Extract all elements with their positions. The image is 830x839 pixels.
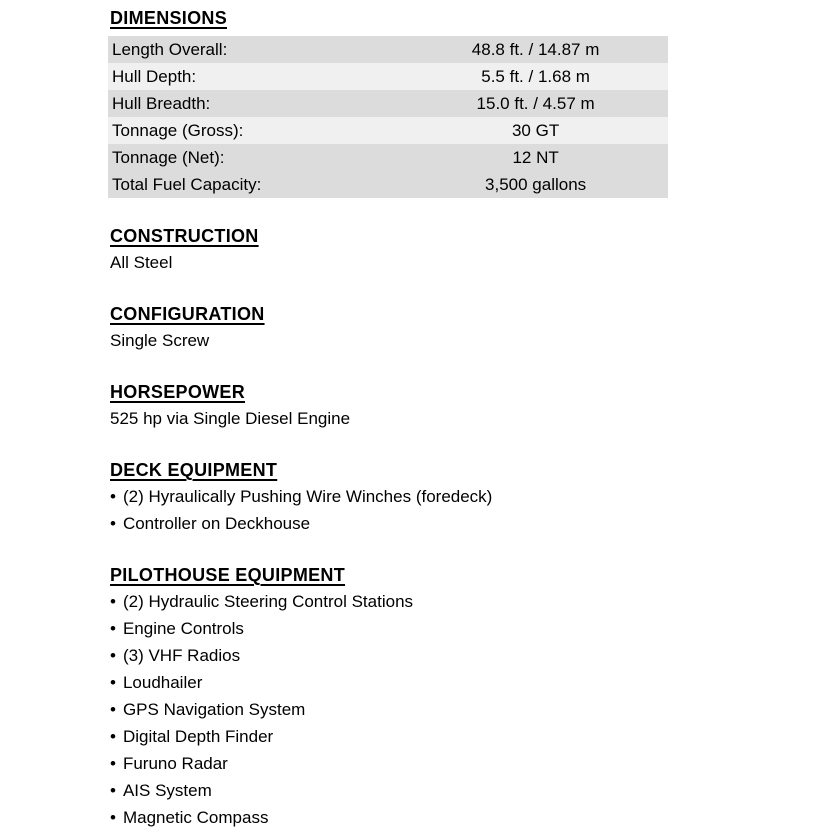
horsepower-heading: HORSEPOWER	[110, 382, 246, 402]
bullet-icon: •	[110, 700, 116, 719]
bullet-icon: •	[110, 727, 116, 746]
list-item	[110, 777, 830, 804]
list-item-text: GPS Navigation System	[122, 700, 306, 719]
section-configuration	[110, 302, 830, 354]
list-item-text: Engine Controls	[122, 619, 244, 638]
section-construction	[110, 224, 830, 276]
list-item	[110, 615, 830, 642]
list-item-text: Furuno Radar	[122, 754, 228, 773]
table-row	[108, 63, 668, 90]
bullet-icon: •	[110, 619, 116, 638]
horsepower-body: 525 hp via Single Diesel Engine	[110, 409, 351, 428]
section-dimensions	[110, 6, 830, 198]
list-item	[110, 483, 830, 510]
list-item-text: (2) Hydraulic Steering Control Stations	[122, 592, 414, 611]
construction-body: All Steel	[110, 253, 173, 272]
list-item-text: Digital Depth Finder	[122, 727, 274, 746]
list-item	[110, 723, 830, 750]
pilothouse-equipment-heading: PILOTHOUSE EQUIPMENT	[110, 565, 346, 585]
list-item-text: Magnetic Compass	[122, 808, 269, 827]
list-item-text: AIS System	[122, 781, 212, 800]
spec-value: 12 NT	[512, 147, 559, 167]
list-item	[110, 510, 830, 537]
bullet-icon: •	[110, 808, 116, 827]
list-item	[110, 669, 830, 696]
list-item	[110, 804, 830, 831]
dimensions-heading: DIMENSIONS	[110, 8, 228, 28]
list-item-text: Controller on Deckhouse	[122, 514, 311, 533]
spec-label: Tonnage (Net):	[112, 147, 225, 167]
configuration-heading: CONFIGURATION	[110, 304, 265, 324]
list-item-text: (3) VHF Radios	[122, 646, 241, 665]
table-row	[108, 144, 668, 171]
list-item-text: Loudhailer	[122, 673, 203, 692]
spec-value: 15.0 ft. / 4.57 m	[476, 93, 595, 113]
section-deck-equipment	[110, 458, 830, 537]
table-row	[108, 117, 668, 144]
spec-label: Hull Breadth:	[112, 93, 211, 113]
dimensions-table	[108, 36, 668, 198]
bullet-icon: •	[110, 754, 116, 773]
spec-label: Length Overall:	[112, 39, 228, 59]
section-horsepower	[110, 380, 830, 432]
list-item	[110, 588, 830, 615]
table-row	[108, 90, 668, 117]
bullet-icon: •	[110, 646, 116, 665]
list-item	[110, 696, 830, 723]
list-item	[110, 642, 830, 669]
list-item	[110, 750, 830, 777]
spec-label: Tonnage (Gross):	[112, 120, 244, 140]
section-pilothouse-equipment	[110, 563, 830, 831]
spec-value: 30 GT	[511, 120, 560, 140]
bullet-icon: •	[110, 781, 116, 800]
bullet-icon: •	[110, 673, 116, 692]
spec-value: 3,500 gallons	[485, 174, 587, 194]
table-row	[108, 36, 668, 63]
configuration-body: Single Screw	[110, 331, 210, 350]
deck-equipment-heading: DECK EQUIPMENT	[110, 460, 278, 480]
bullet-icon: •	[110, 487, 116, 506]
spec-label: Total Fuel Capacity:	[112, 174, 262, 194]
list-item-text: (2) Hyraulically Pushing Wire Winches (foredeck)	[122, 487, 493, 506]
spec-value: 48.8 ft. / 14.87 m	[471, 39, 600, 59]
spec-label: Hull Depth:	[112, 66, 197, 86]
table-row	[108, 171, 668, 198]
construction-heading: CONSTRUCTION	[110, 226, 259, 246]
spec-value: 5.5 ft. / 1.68 m	[481, 66, 590, 86]
bullet-icon: •	[110, 592, 116, 611]
bullet-icon: •	[110, 514, 116, 533]
